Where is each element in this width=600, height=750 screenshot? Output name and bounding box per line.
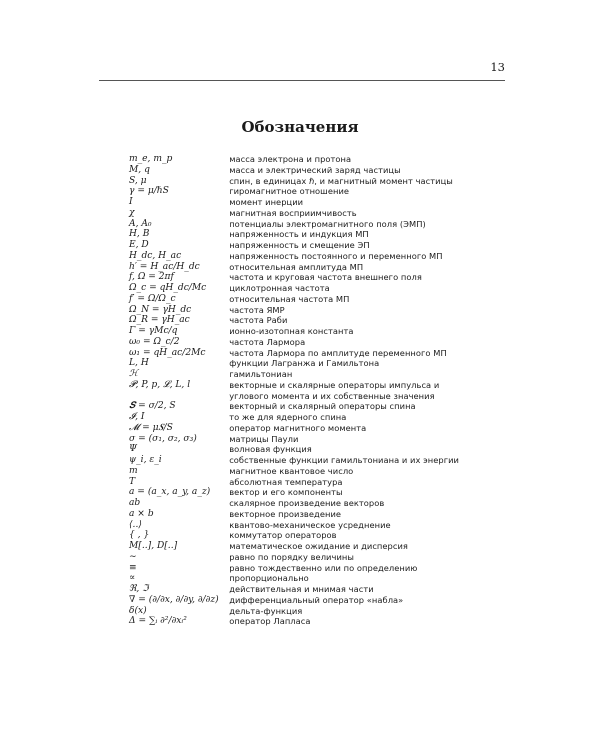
notation-row [129, 176, 459, 187]
notation-description: то же для ядерного спина [229, 412, 347, 422]
notation-description: масса электрона и протона [229, 154, 352, 164]
notation-description: напряженность и индукция МП [229, 229, 369, 240]
notation-description: магнитное квантовое число [229, 465, 354, 476]
notation-symbol: ω₀ = Ω_c/2 [129, 336, 180, 347]
notation-row [129, 240, 459, 251]
notation-symbol: H_dc, H_ac [129, 250, 182, 261]
page-title: Обозначения [241, 118, 359, 136]
notation-symbol: ∝ [129, 573, 136, 584]
notation-description: векторный и скалярный операторы спина [229, 401, 416, 412]
notation-row [129, 509, 459, 520]
notation-symbol: ∇ = (∂/∂x, ∂/∂y, ∂/∂z) [129, 594, 219, 605]
notation-symbol: δ(x) [129, 605, 147, 616]
notation-symbol: ∼ [129, 551, 137, 562]
notation-description: дифференциальный оператор «набла» [229, 594, 404, 605]
page-number: 13 [490, 60, 505, 74]
notation-row [129, 369, 459, 380]
notation-description: ионно-изотопная константа [229, 326, 354, 336]
notation-symbol: 𝓘, I [129, 412, 145, 422]
notation-symbol: ≡ [129, 562, 137, 573]
notation-symbol: m [129, 465, 138, 476]
notation-row [129, 219, 459, 230]
notation-symbol: M[..], D[..] [129, 541, 178, 551]
notation-symbol: ab [129, 498, 141, 508]
notation-table [129, 154, 459, 627]
notation-description: напряженность и смещение ЭП [229, 240, 370, 250]
notation-row [129, 423, 459, 434]
notation-description: равно по порядку величины [229, 551, 354, 562]
notation-description: оператор магнитного момента [229, 422, 367, 433]
notation-symbol: σ = (σ₁, σ₂, σ₃) [129, 433, 197, 444]
notation-symbol: M, q [129, 164, 150, 175]
notation-description: спин, в единицах ℏ, и магнитный момент частицы [229, 175, 453, 186]
notation-description: напряженность постоянного и переменного МП [229, 250, 443, 261]
notation-description: масса и электрический заряд частицы [229, 164, 401, 175]
notation-row [129, 165, 459, 176]
notation-row [129, 616, 459, 627]
notation-symbol: I [129, 197, 133, 207]
notation-row [129, 380, 459, 402]
notation-description: циклотронная частота [229, 283, 330, 293]
notation-row [129, 606, 459, 617]
notation-description: частота Лармора [229, 336, 306, 347]
notation-symbol: ω₁ = qH_ac/2Mc [129, 347, 206, 358]
notation-row [129, 498, 459, 509]
notation-symbol: γ = μ/ℏS [129, 186, 169, 197]
notation-description: относительная частота МП [229, 293, 350, 304]
notation-symbol: ⟨..⟩ [129, 519, 142, 530]
notation-row [129, 283, 459, 294]
notation-symbol: Ω_N = γH_dc [129, 304, 192, 315]
notation-description: матрицы Паули [229, 433, 299, 444]
notation-description: действительная и мнимая части [229, 584, 374, 594]
notation-description: математическое ожидание и дисперсия [229, 541, 408, 551]
notation-row [129, 154, 459, 165]
notation-description: частота Раби [229, 315, 288, 326]
notation-symbol: Ω_c = qH_dc/Mc [129, 283, 207, 293]
notation-symbol: A, A₀ [129, 218, 152, 229]
notation-description: функции Лагранжа и Гамильтона [229, 358, 380, 369]
notation-symbol: a × b [129, 508, 154, 519]
notation-description: момент инерции [229, 197, 304, 207]
notation-row [129, 563, 459, 574]
notation-symbol: 𝓜 = μ𝑺/S [129, 422, 173, 433]
notation-symbol: Ψ [129, 444, 137, 455]
notation-row [129, 595, 459, 606]
notation-description: вектор и его компоненты [229, 487, 343, 498]
notation-description: гамильтониан [229, 369, 293, 379]
notation-symbol: 𝓟, P, p, 𝓛, L, l [129, 379, 191, 390]
notation-description: относительная амплитуда МП [229, 261, 364, 272]
notation-description: пропорционально [229, 573, 309, 584]
notation-description: векторные и скалярные операторы импульса и углового момента и их собственные значения [229, 379, 440, 401]
notation-symbol: T [129, 476, 136, 487]
notation-symbol: 𝑺 = σ/2, S [129, 401, 176, 412]
notation-list [129, 154, 459, 627]
notation-row [129, 186, 459, 197]
notation-row [129, 520, 459, 531]
notation-row [129, 348, 459, 359]
notation-row [129, 444, 459, 455]
notation-row [129, 208, 459, 219]
notation-row [129, 272, 459, 283]
notation-row [129, 337, 459, 348]
notation-symbol: ℋ [129, 369, 138, 379]
notation-symbol: f′ = Ω/Ω_c [129, 293, 176, 304]
notation-symbol: { , } [129, 530, 150, 541]
notation-description: квантово-механическое усреднение [229, 519, 391, 530]
header-rule [99, 80, 505, 81]
notation-row [129, 530, 459, 541]
notation-row [129, 552, 459, 563]
notation-symbol: Ω_R = γH_ac [129, 315, 190, 326]
notation-symbol: Δ = ∑ᵢ ∂²/∂xᵢ² [129, 616, 187, 627]
notation-row [129, 573, 459, 584]
notation-description: дельта-функция [229, 605, 303, 616]
notation-row [129, 434, 459, 445]
notation-description: магнитная восприимчивость [229, 207, 357, 218]
notation-row [129, 358, 459, 369]
notation-symbol: E, D [129, 240, 149, 250]
notation-row [129, 229, 459, 240]
notation-description: частота и круговая частота внешнего поля [229, 272, 422, 283]
notation-row [129, 541, 459, 552]
notation-row [129, 466, 459, 477]
notation-row [129, 326, 459, 337]
notation-row [129, 477, 459, 488]
notation-description: гиромагнитное отношение [229, 186, 350, 197]
notation-row [129, 262, 459, 273]
notation-symbol: ψ_i, ε_i [129, 455, 162, 465]
notation-row [129, 401, 459, 412]
notation-row [129, 315, 459, 326]
notation-symbol: a = (a_x, a_y, a_z) [129, 487, 211, 498]
notation-row [129, 251, 459, 262]
notation-row [129, 197, 459, 208]
notation-description: скалярное произведение векторов [229, 498, 385, 508]
notation-description: равно тождественно или по определению [229, 562, 418, 573]
notation-symbol: H, B [129, 229, 150, 240]
notation-row [129, 455, 459, 466]
notation-symbol: Γ = γMc/q [129, 326, 178, 336]
notation-symbol: h′ = H_ac/H_dc [129, 261, 200, 272]
notation-symbol: χ [129, 207, 135, 218]
notation-description: потенциалы электромагнитного поля (ЭМП) [229, 218, 426, 229]
notation-row [129, 294, 459, 305]
notation-symbol: m_e, m_p [129, 154, 173, 164]
notation-description: оператор Лапласа [229, 616, 311, 627]
notation-row [129, 584, 459, 595]
notation-description: частота ЯМР [229, 304, 285, 315]
notation-description: волновая функция [229, 444, 312, 455]
notation-row [129, 412, 459, 423]
notation-description: собственные функции гамильтониана и их энергии [229, 455, 459, 465]
notation-description: коммутатор операторов [229, 530, 337, 541]
notation-symbol: ℜ, ℑ [129, 584, 149, 594]
notation-description: векторное произведение [229, 508, 342, 519]
notation-symbol: f, Ω = 2πf [129, 272, 174, 283]
notation-description: частота Лармора по амплитуде переменного МП [229, 347, 447, 358]
notation-symbol: S, μ [129, 175, 147, 186]
notation-description: абсолютная температура [229, 476, 343, 487]
notation-row [129, 487, 459, 498]
notation-row [129, 305, 459, 316]
notation-symbol: L, H [129, 358, 149, 369]
